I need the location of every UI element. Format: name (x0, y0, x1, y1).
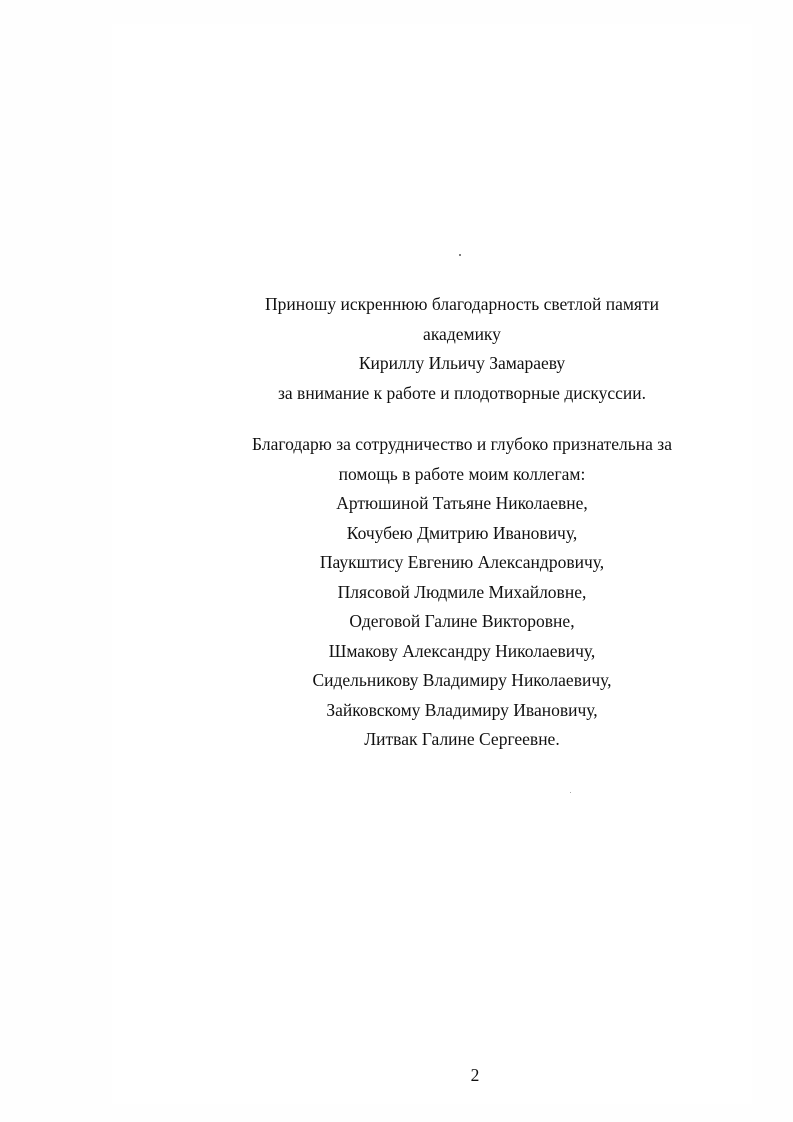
colleague-name: Одеговой Галине Викторовне, (349, 611, 575, 631)
page-number: 2 (470, 1065, 480, 1085)
scan-speck (570, 792, 571, 793)
tribute-line: Кириллу Ильичу Замараеву (358, 353, 566, 373)
colleague-name: Паукштису Евгению Александровичу, (319, 552, 605, 572)
acknowledgement-intro-line: Благодарю за сотрудничество и глубоко признательна за (252, 434, 672, 454)
colleague-name: Зайковскому Владимиру Ивановичу, (326, 699, 598, 720)
tribute-line: Приношу искреннюю благодарность светлой памяти (265, 294, 659, 314)
scan-speck (459, 254, 461, 256)
colleague-name: Кочубею Дмитрию Ивановичу, (346, 522, 578, 543)
colleague-name: Сидельникову Владимиру Николаевичу, (312, 670, 612, 690)
colleague-name: Артюшиной Татьяне Николаевне, (336, 493, 588, 513)
tribute-line: академику (423, 323, 501, 344)
colleague-name: Плясовой Людмиле Михайловне, (337, 581, 587, 602)
tribute-line: за внимание к работе и плодотворные дискуссии. (278, 382, 646, 403)
colleague-name: Шмакову Александру Николаевичу, (328, 640, 596, 661)
acknowledgement-intro-line: помощь в работе моим коллегам: (338, 463, 586, 484)
acknowledgement-paragraph (212, 430, 712, 755)
colleague-name: Литвак Галине Сергеевне. (364, 729, 560, 749)
tribute-paragraph (212, 290, 712, 408)
